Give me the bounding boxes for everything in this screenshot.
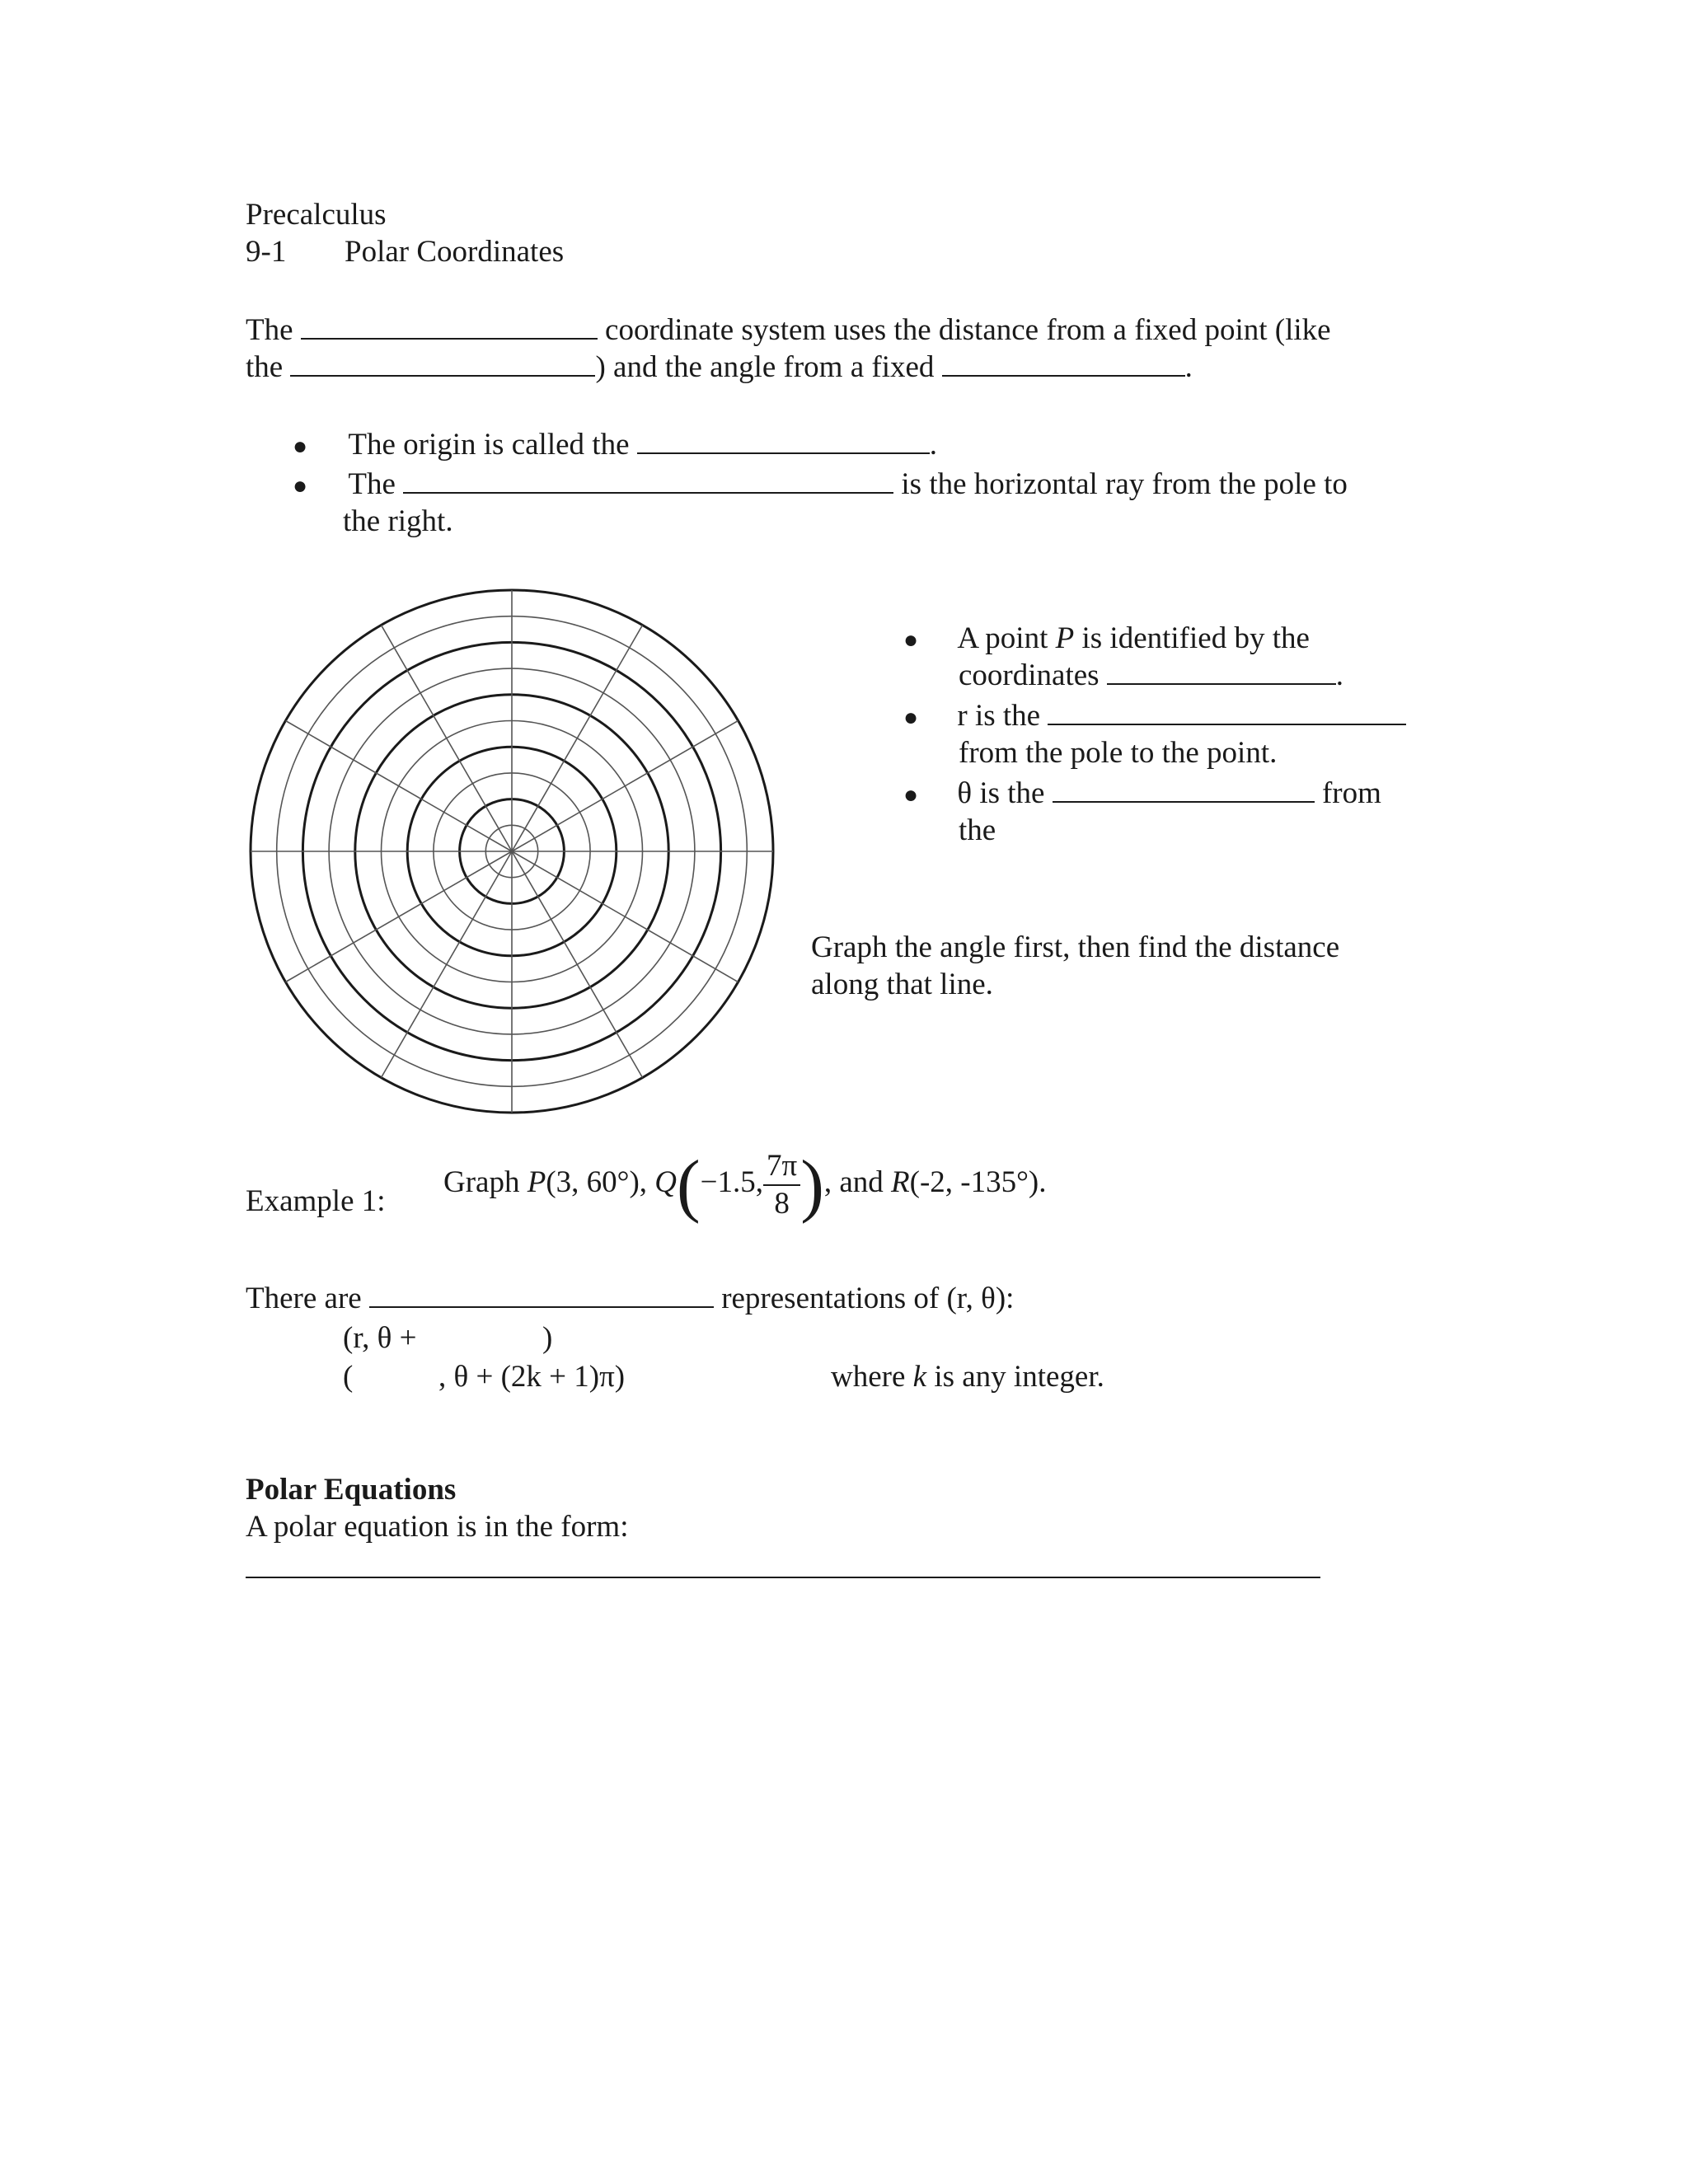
example-graph-word: Graph: [443, 1165, 528, 1199]
intro-line-2: [246, 349, 1193, 386]
polar-spoke-120deg: [382, 626, 513, 852]
where-k: k: [912, 1360, 927, 1394]
bullet-dot: ●: [293, 433, 308, 460]
bullet-dot: ●: [903, 781, 919, 808]
fraction-numerator: 7π: [763, 1148, 800, 1186]
bullet-theta-end: from: [1321, 776, 1381, 810]
intro-word-the: The: [246, 313, 293, 347]
intro-line2-text: ) and the angle from a fixed: [595, 350, 935, 384]
bullet-pole-period: .: [929, 428, 937, 462]
polar-spoke-210deg: [286, 851, 513, 982]
blank-fixed-point[interactable]: [290, 349, 595, 377]
representations-end: representations of (r, θ):: [721, 1282, 1015, 1315]
example-1-label: Example 1:: [246, 1184, 386, 1218]
intro-line1-text: coordinate system uses the distance from a fixed point (like: [605, 313, 1331, 347]
blank-fixed-ray[interactable]: [942, 349, 1185, 377]
bullet-theta-line2: the: [959, 813, 996, 847]
polar-spoke-240deg: [382, 851, 513, 1078]
point-q-name: Q: [654, 1165, 678, 1199]
polar-spoke-300deg: [512, 851, 643, 1078]
polar-equations-text: A polar equation is in the form:: [246, 1510, 629, 1544]
where-pre: where: [831, 1360, 913, 1394]
paren-close: ): [800, 1145, 824, 1225]
point-r-name: R: [891, 1165, 910, 1199]
point-p-coords: (3, 60°),: [546, 1165, 648, 1199]
point-p-period: .: [1335, 658, 1344, 692]
point-p-pre: A point: [957, 621, 1056, 655]
bullet-dot: ●: [293, 472, 308, 499]
example-and-word: , and: [823, 1165, 892, 1199]
point-p-var: P: [1055, 621, 1075, 655]
form-1-open: (r, θ +: [343, 1321, 417, 1355]
point-p-coordinates: coordinates: [959, 658, 1100, 692]
bullet-r-line2: from the pole to the point.: [959, 736, 1278, 770]
bullet-pole: [293, 426, 937, 465]
bullet-theta: [903, 775, 1381, 813]
section-title: Polar Coordinates: [345, 235, 565, 269]
point-r-coords: (-2, -135°).: [909, 1165, 1047, 1199]
polar-spoke-30deg: [512, 721, 738, 852]
fraction-denominator: 8: [774, 1186, 790, 1221]
point-p-post: is identified by the: [1074, 621, 1310, 655]
representations-start: There are: [246, 1282, 362, 1315]
blank-polar-axis[interactable]: [403, 466, 893, 494]
blank-representations[interactable]: [369, 1281, 714, 1308]
bullet-pole-text: The origin is called the: [348, 428, 630, 462]
bullet-point-p: [903, 620, 1310, 658]
polar-spoke-330deg: [512, 851, 738, 982]
point-p-name: P: [527, 1165, 546, 1199]
blank-coordinates[interactable]: [1107, 658, 1336, 685]
polar-grid: [247, 577, 783, 1121]
bullet-polar-axis-end: is the horizontal ray from the pole to: [901, 467, 1348, 501]
bullet-polar-axis-text: The: [348, 467, 396, 501]
bullet-r: [903, 697, 1406, 736]
course-title: Precalculus: [246, 198, 387, 232]
representations-line: [246, 1280, 1014, 1317]
fraction-7pi-over-8: [763, 1148, 800, 1222]
point-q-r: −1.5,: [700, 1165, 764, 1199]
polar-spoke-60deg: [512, 626, 643, 852]
where-k-integer: [831, 1358, 1104, 1395]
paren-open: (: [677, 1145, 701, 1225]
bullet-polar-axis: [293, 466, 1348, 504]
bullet-theta-text: θ is the: [957, 776, 1045, 810]
bullet-r-text: r is the: [957, 699, 1041, 733]
blank-theta[interactable]: [1053, 776, 1315, 803]
where-post: is any integer.: [926, 1360, 1104, 1394]
intro-period: .: [1184, 350, 1193, 384]
polar-spoke-150deg: [286, 721, 513, 852]
example-1-problem: [443, 1145, 1047, 1225]
section-number: 9-1: [246, 235, 287, 269]
bullet-dot: ●: [903, 626, 919, 654]
blank-coordinate-system[interactable]: [301, 312, 598, 340]
form-1-close: ): [542, 1321, 553, 1355]
blank-pole[interactable]: [637, 427, 930, 454]
polar-equations-heading: Polar Equations: [246, 1473, 457, 1507]
blank-polar-equation[interactable]: [246, 1577, 1320, 1578]
intro-word-the-2: the: [246, 350, 284, 384]
form-2-rest: , θ + (2k + 1)π): [438, 1360, 626, 1394]
bullet-dot: ●: [903, 704, 919, 731]
form-2-open: (: [343, 1360, 354, 1394]
graph-note-line-1: Graph the angle first, then find the distance: [811, 930, 1340, 964]
blank-r[interactable]: [1048, 698, 1406, 725]
bullet-point-p-line2: [959, 657, 1343, 694]
graph-note-line-2: along that line.: [811, 968, 993, 1001]
intro-line-1: [246, 312, 1331, 349]
bullet-polar-axis-cont: the right.: [343, 504, 453, 538]
